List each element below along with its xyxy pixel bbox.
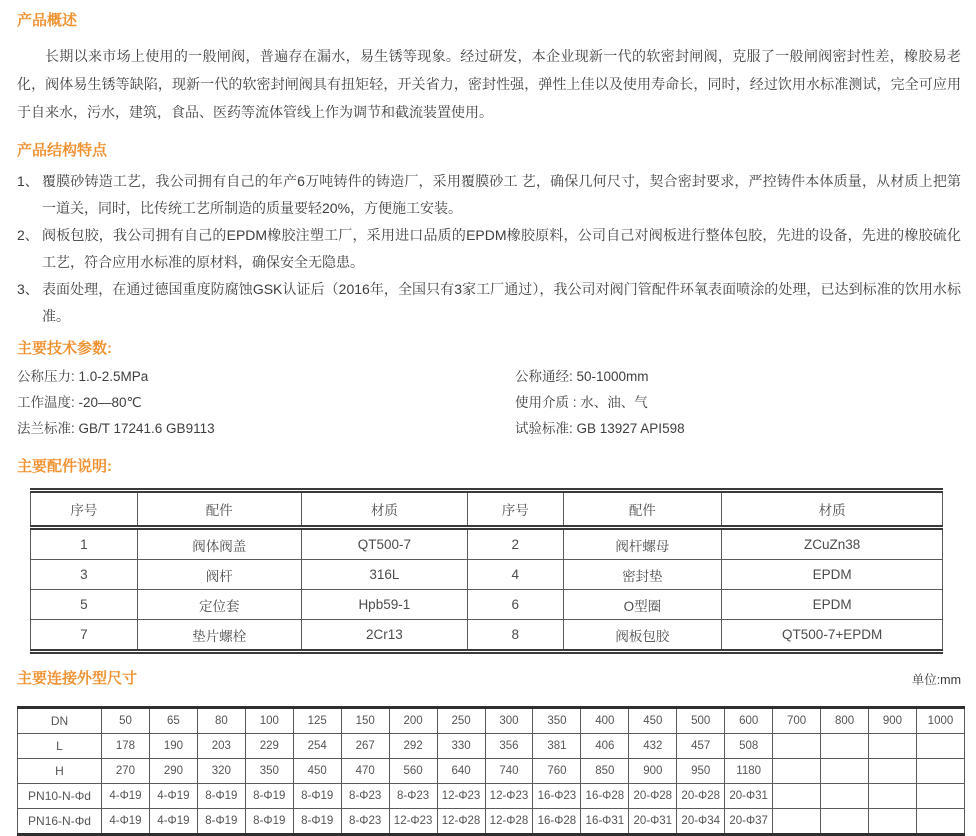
dimension-value-cell: 125 (293, 708, 341, 734)
dimension-row-label: DN (18, 708, 102, 734)
dimension-row-label: L (18, 734, 102, 759)
dimensions-table-row (18, 734, 965, 759)
feature-item-1 (17, 168, 961, 222)
dimensions-header-row (17, 670, 961, 688)
parts-table-cell: 8 (467, 620, 563, 652)
dimension-value-cell: 50 (102, 708, 150, 734)
parts-table-cell: 4 (467, 560, 563, 590)
parts-table-cell: ZCuZn38 (722, 528, 943, 560)
feature-item-text: 覆膜砂铸造工艺，我公司拥有自己的年产6万吨铸件的铸造厂，采用覆膜砂工 艺，确保几何尺寸，契合密封要求，严控铸件本体质量，从材质上把第一道关，同时，比传统工艺所制造的质量要轻20%，方便施工安装。 (42, 173, 961, 216)
section-heading-overview: 产品概述 (17, 12, 78, 29)
dimension-value-cell: 8-Φ19 (293, 784, 341, 809)
dimension-value-cell: 190 (149, 734, 197, 759)
section-heading-parts: 主要配件说明: (17, 458, 112, 475)
dimension-value-cell (869, 809, 917, 835)
dimension-value-cell: 12-Φ23 (389, 809, 437, 835)
section-heading-tech-params: 主要技术参数: (17, 340, 112, 357)
dimension-value-cell (821, 759, 869, 784)
tech-param-line: 工作温度: -20—80℃ (17, 395, 142, 410)
dimension-value-cell: 20-Φ37 (725, 809, 773, 835)
tech-param-line: 使用介质 : 水、油、气 (515, 395, 648, 410)
tech-params (17, 364, 961, 442)
parts-table-body (31, 528, 943, 652)
parts-table-cell: 2Cr13 (301, 620, 467, 652)
feature-item-number: 2、 (17, 227, 39, 243)
dimension-value-cell (916, 734, 964, 759)
parts-table-cell: QT500-7+EPDM (722, 620, 943, 652)
dimension-value-cell: 12-Φ23 (485, 784, 533, 809)
dimension-value-cell (869, 784, 917, 809)
dimension-value-cell: 4-Φ19 (102, 784, 150, 809)
dimension-value-cell: 178 (102, 734, 150, 759)
dimension-value-cell: 8-Φ23 (341, 784, 389, 809)
dimension-value-cell: 560 (389, 759, 437, 784)
dimension-value-cell: 8-Φ19 (197, 784, 245, 809)
dimension-value-cell (821, 734, 869, 759)
dimension-value-cell (916, 784, 964, 809)
dimension-value-cell: 20-Φ34 (677, 809, 725, 835)
dimensions-table (17, 706, 965, 836)
dimension-value-cell: 800 (821, 708, 869, 734)
feature-item-number: 3、 (17, 281, 39, 297)
dimension-value-cell: 900 (629, 759, 677, 784)
dimension-value-cell: 450 (293, 759, 341, 784)
dimensions-table-body (18, 708, 965, 835)
dimension-value-cell: 270 (102, 759, 150, 784)
section-heading-features: 产品结构特点 (17, 142, 108, 159)
dimension-value-cell: 150 (341, 708, 389, 734)
dimension-value-cell: 8-Φ23 (341, 809, 389, 835)
parts-table-cell: EPDM (722, 560, 943, 590)
dimensions-table-row (18, 784, 965, 809)
dimension-value-cell: 267 (341, 734, 389, 759)
parts-header-cell: 配件 (137, 491, 301, 528)
parts-header-cell: 材质 (301, 491, 467, 528)
parts-table-row (31, 620, 943, 652)
parts-table-cell: 定位套 (137, 590, 301, 620)
dimension-value-cell: 4-Φ19 (102, 809, 150, 835)
features-list (17, 168, 961, 330)
dimension-value-cell: 8-Φ19 (293, 809, 341, 835)
feature-item-number: 1、 (17, 173, 39, 189)
dimension-value-cell (821, 809, 869, 835)
dimension-value-cell: 292 (389, 734, 437, 759)
dimension-value-cell: 80 (197, 708, 245, 734)
dimension-value-cell: 400 (581, 708, 629, 734)
dimension-value-cell: 8-Φ23 (389, 784, 437, 809)
parts-table-cell: 3 (31, 560, 138, 590)
dimension-value-cell: 65 (149, 708, 197, 734)
dimension-value-cell: 16-Φ23 (533, 784, 581, 809)
dimension-value-cell: 740 (485, 759, 533, 784)
dimension-value-cell (821, 784, 869, 809)
dimension-value-cell (773, 734, 821, 759)
dimension-value-cell: 12-Φ28 (437, 809, 485, 835)
dimension-value-cell: 12-Φ28 (485, 809, 533, 835)
dimension-value-cell: 100 (245, 708, 293, 734)
dimension-value-cell: 20-Φ31 (629, 809, 677, 835)
feature-item-text: 表面处理，在通过德国重度防腐蚀GSK认证后（2016年，全国只有3家工厂通过），我公司对阀门管配件环氧表面喷涂的处理，已达到标准的饮用水标准。 (42, 281, 961, 324)
dimension-value-cell: 203 (197, 734, 245, 759)
dimension-value-cell: 850 (581, 759, 629, 784)
dimension-value-cell: 8-Φ19 (245, 809, 293, 835)
dimension-value-cell (773, 759, 821, 784)
dimension-row-label: H (18, 759, 102, 784)
dimension-value-cell: 700 (773, 708, 821, 734)
parts-table-cell: 2 (467, 528, 563, 560)
dimension-value-cell: 432 (629, 734, 677, 759)
parts-table-cell: 阀杆 (137, 560, 301, 590)
overview-paragraph: 长期以来市场上使用的一般闸阀，普遍存在漏水，易生锈等现象。经过研发，本企业现新一代的软密封闸阀，克服了一般闸阀密封性差，橡胶易老化，阀体易生锈等缺陷，现新一代的软密封闸阀具有扭矩轻，开关省力，密封性强，弹性上佳以及使用寿命长，同时，经过饮用水标准测试，完全可应用于自来水，污水，建筑，食品、医药等流体管线上作为调节和截流装置使用。 (17, 48, 961, 120)
dimension-value-cell: 300 (485, 708, 533, 734)
parts-header-cell: 序号 (467, 491, 563, 528)
parts-table-cell: O型圈 (563, 590, 722, 620)
parts-header-row (31, 491, 943, 528)
dimension-value-cell (773, 809, 821, 835)
unit-label: 单位:mm (911, 673, 961, 687)
parts-table-cell: Hpb59-1 (301, 590, 467, 620)
dimension-value-cell: 229 (245, 734, 293, 759)
parts-table-cell: 阀板包胶 (563, 620, 722, 652)
dimensions-table-row (18, 809, 965, 835)
dimension-value-cell: 500 (677, 708, 725, 734)
dimension-row-label: PN16-N-Φd (18, 809, 102, 835)
dimension-value-cell (869, 759, 917, 784)
parts-table-cell: EPDM (722, 590, 943, 620)
parts-table-row (31, 590, 943, 620)
tech-params-right-column (515, 364, 685, 442)
section-heading-dimensions: 主要连接外型尺寸 (17, 670, 138, 687)
tech-param-line: 公称压力: 1.0-2.5MPa (17, 369, 149, 384)
dimension-value-cell: 290 (149, 759, 197, 784)
dimension-value-cell: 950 (677, 759, 725, 784)
parts-table-cell: 6 (467, 590, 563, 620)
dimension-value-cell: 8-Φ19 (245, 784, 293, 809)
dimension-value-cell: 250 (437, 708, 485, 734)
dimension-value-cell: 508 (725, 734, 773, 759)
tech-param-line: 公称通经: 50-1000mm (515, 369, 649, 384)
parts-table-cell: 垫片螺栓 (137, 620, 301, 652)
dimension-value-cell: 350 (533, 708, 581, 734)
parts-table-cell: 316L (301, 560, 467, 590)
dimension-value-cell: 457 (677, 734, 725, 759)
dimension-value-cell: 16-Φ28 (581, 784, 629, 809)
dimension-value-cell: 16-Φ31 (581, 809, 629, 835)
dimension-value-cell: 4-Φ19 (149, 809, 197, 835)
dimensions-table-row (18, 708, 965, 734)
dimension-value-cell: 330 (437, 734, 485, 759)
dimension-value-cell: 350 (245, 759, 293, 784)
dimension-value-cell: 254 (293, 734, 341, 759)
parts-table-cell: 7 (31, 620, 138, 652)
parts-header-cell: 材质 (722, 491, 943, 528)
dimension-value-cell (916, 759, 964, 784)
parts-table-row (31, 528, 943, 560)
dimension-value-cell: 4-Φ19 (149, 784, 197, 809)
dimension-value-cell: 1180 (725, 759, 773, 784)
parts-table-cell: 5 (31, 590, 138, 620)
tech-param-line: 试验标准: GB 13927 API598 (515, 421, 685, 436)
dimension-value-cell: 20-Φ28 (629, 784, 677, 809)
feature-item-2 (17, 222, 961, 276)
parts-table-cell: QT500-7 (301, 528, 467, 560)
feature-item-text: 阀板包胶，我公司拥有自己的EPDM橡胶注塑工厂，采用进口品质的EPDM橡胶原料，公司自己对阀板进行整体包胶，先进的设备，先进的橡胶硫化工艺，符合应用水标准的原材料，确保安全无隐患。 (42, 227, 961, 270)
dimension-value-cell: 600 (725, 708, 773, 734)
tech-params-left-column (17, 364, 515, 442)
dimension-value-cell (869, 734, 917, 759)
dimension-value-cell: 12-Φ23 (437, 784, 485, 809)
parts-table-cell: 阀杆螺母 (563, 528, 722, 560)
feature-item-3 (17, 276, 961, 330)
dimension-value-cell: 760 (533, 759, 581, 784)
dimension-row-label: PN10-N-Φd (18, 784, 102, 809)
dimension-value-cell: 320 (197, 759, 245, 784)
parts-table-row (31, 560, 943, 590)
parts-header-cell: 序号 (31, 491, 138, 528)
dimension-value-cell: 640 (437, 759, 485, 784)
dimension-value-cell: 16-Φ28 (533, 809, 581, 835)
parts-table-header (31, 491, 943, 528)
dimension-value-cell (773, 784, 821, 809)
dimension-value-cell: 381 (533, 734, 581, 759)
dimension-value-cell (916, 809, 964, 835)
parts-table (30, 488, 943, 654)
dimension-value-cell: 470 (341, 759, 389, 784)
parts-table-cell: 1 (31, 528, 138, 560)
dimensions-table-row (18, 759, 965, 784)
dimension-value-cell: 8-Φ19 (197, 809, 245, 835)
parts-table-cell: 密封垫 (563, 560, 722, 590)
parts-table-cell: 阀体阀盖 (137, 528, 301, 560)
dimension-value-cell: 1000 (916, 708, 964, 734)
dimension-value-cell: 20-Φ28 (677, 784, 725, 809)
dimension-value-cell: 356 (485, 734, 533, 759)
dimension-value-cell: 200 (389, 708, 437, 734)
tech-param-line: 法兰标准: GB/T 17241.6 GB9113 (17, 421, 215, 436)
dimension-value-cell: 450 (629, 708, 677, 734)
dimension-value-cell: 900 (869, 708, 917, 734)
parts-header-cell: 配件 (563, 491, 722, 528)
dimension-value-cell: 20-Φ31 (725, 784, 773, 809)
dimension-value-cell: 406 (581, 734, 629, 759)
